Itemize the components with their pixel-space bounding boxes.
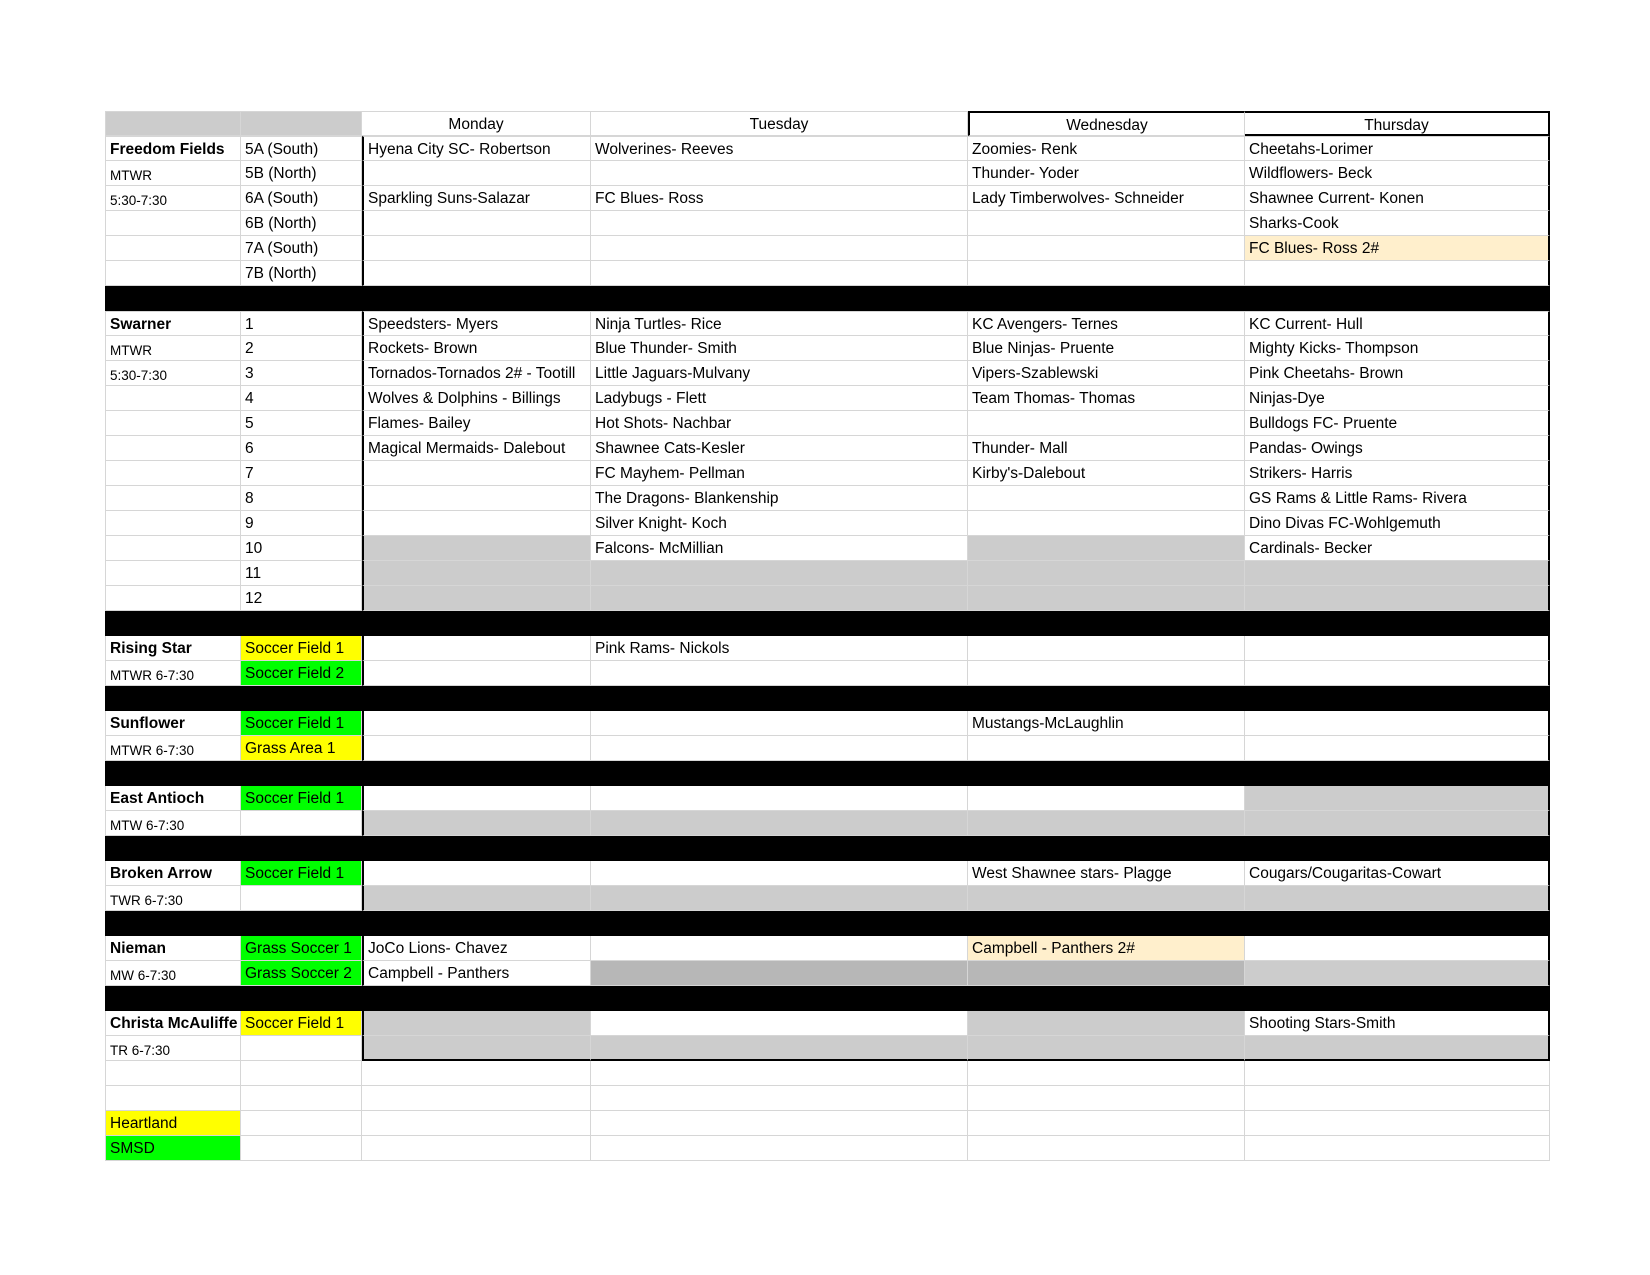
table-row [105,261,1550,286]
field-label[interactable]: 7 [241,461,362,486]
schedule-cell[interactable] [968,261,1245,286]
venue-name[interactable]: Broken Arrow [105,861,241,886]
empty-cell[interactable] [591,1086,968,1111]
schedule-cell[interactable] [362,711,591,736]
schedule-cell[interactable]: Kirby's-Dalebout [968,461,1245,486]
schedule-cell[interactable] [968,736,1245,761]
separator [105,836,1550,861]
schedule-cell[interactable]: Thunder- Mall [968,436,1245,461]
separator [105,911,1550,936]
schedule-cell[interactable] [362,511,591,536]
schedule-cell[interactable] [591,236,968,261]
schedule-cell-closed[interactable] [362,536,591,561]
field-label[interactable]: 3 [241,361,362,386]
schedule-cell[interactable]: Cougars/Cougaritas-Cowart [1245,861,1550,886]
schedule-cell[interactable]: JoCo Lions- Chavez [362,936,591,961]
field-label[interactable]: Grass Soccer 1 [241,936,362,961]
schedule-cell[interactable]: Zoomies- Renk [968,136,1245,161]
schedule-cell[interactable] [362,261,591,286]
schedule-cell-closed[interactable] [1245,1036,1550,1061]
field-label[interactable]: 8 [241,486,362,511]
table-row [105,736,1550,761]
schedule-cell[interactable] [591,161,968,186]
schedule-cell[interactable]: Dino Divas FC-Wohlgemuth [1245,511,1550,536]
field-label[interactable]: 10 [241,536,362,561]
schedule-cell-closed[interactable] [591,886,968,911]
field-label[interactable]: 5A (South) [241,136,362,161]
empty-cell[interactable] [968,1136,1245,1161]
schedule-cell[interactable]: Ladybugs - Flett [591,386,968,411]
venue-name[interactable]: East Antioch [105,786,241,811]
table-row [105,536,1550,561]
table-row [105,436,1550,461]
legend-smsd[interactable]: SMSD [105,1136,241,1161]
separator [105,611,1550,636]
table-row [105,861,1550,886]
schedule-cell[interactable] [591,861,968,886]
field-label[interactable]: 7A (South) [241,236,362,261]
empty-cell[interactable] [105,1086,241,1111]
schedule-cell[interactable]: Campbell - Panthers [362,961,591,986]
schedule-cell[interactable]: Pandas- Owings [1245,436,1550,461]
venue-time[interactable]: MW 6-7:30 [105,961,241,986]
table-row [105,361,1550,386]
venue-name[interactable]: Rising Star [105,636,241,661]
table-row [105,486,1550,511]
table-row [105,586,1550,611]
empty-cell[interactable] [591,1061,968,1086]
schedule-cell[interactable]: Little Jaguars-Mulvany [591,361,968,386]
table-row [105,211,1550,236]
schedule-cell[interactable] [362,636,591,661]
field-label[interactable]: Soccer Field 1 [241,711,362,736]
field-label[interactable]: Soccer Field 1 [241,1011,362,1036]
table-row [105,1086,1550,1111]
schedule-cell-closed[interactable] [362,1036,591,1061]
schedule-cell[interactable]: Pink Rams- Nickols [591,636,968,661]
schedule-cell-closed[interactable] [968,536,1245,561]
schedule-cell[interactable] [968,211,1245,236]
table-row [105,136,1550,161]
schedule-cell[interactable]: Tornados-Tornados 2# - Tootill [362,361,591,386]
schedule-cell[interactable]: Shawnee Current- Konen [1245,186,1550,211]
empty-cell[interactable] [591,1136,968,1161]
schedule-cell[interactable]: Sharks-Cook [1245,211,1550,236]
schedule-cell[interactable]: Pink Cheetahs- Brown [1245,361,1550,386]
empty-cell[interactable] [1245,1086,1550,1111]
separator [105,761,1550,786]
table-row [105,161,1550,186]
schedule-cell[interactable] [362,161,591,186]
schedule-cell[interactable]: Blue Thunder- Smith [591,336,968,361]
schedule-cell[interactable] [968,411,1245,436]
header-row [105,111,1550,136]
empty-cell[interactable] [105,236,241,261]
schedule-cell-closed[interactable] [362,586,591,611]
header-wednesday[interactable]: Wednesday [968,111,1245,136]
empty-cell[interactable] [241,1061,362,1086]
schedule-sheet [105,111,1550,1161]
schedule-cell[interactable] [362,861,591,886]
schedule-cell[interactable] [591,736,968,761]
field-label[interactable]: 6A (South) [241,186,362,211]
empty-cell[interactable] [241,1086,362,1111]
schedule-cell-closed[interactable] [1245,811,1550,836]
venue-time[interactable]: TWR 6-7:30 [105,886,241,911]
schedule-cell-closed[interactable] [968,811,1245,836]
field-label[interactable]: 12 [241,586,362,611]
schedule-cell[interactable]: Strikers- Harris [1245,461,1550,486]
schedule-cell-closed[interactable] [1245,886,1550,911]
schedule-cell-closed[interactable] [968,1036,1245,1061]
schedule-cell[interactable] [362,461,591,486]
schedule-cell-closed[interactable] [591,1036,968,1061]
header-thursday[interactable]: Thursday [1245,111,1550,136]
field-label[interactable]: Soccer Field 1 [241,786,362,811]
empty-cell[interactable] [362,1111,591,1136]
schedule-cell[interactable]: Hot Shots- Nachbar [591,411,968,436]
venue-time[interactable]: MTW 6-7:30 [105,811,241,836]
schedule-cell-closed[interactable] [591,561,968,586]
schedule-cell[interactable] [968,236,1245,261]
schedule-cell[interactable]: FC Blues- Ross [591,186,968,211]
empty-cell[interactable] [105,411,241,436]
table-row [105,961,1550,986]
table-row [105,186,1550,211]
schedule-cell[interactable]: Magical Mermaids- Dalebout [362,436,591,461]
table-row [105,636,1550,661]
venue-days[interactable]: MTWR [105,336,241,361]
field-label[interactable] [241,1036,362,1061]
empty-cell[interactable] [105,436,241,461]
empty-cell[interactable] [105,461,241,486]
separator [105,286,1550,311]
schedule-cell[interactable] [362,211,591,236]
schedule-cell[interactable] [968,661,1245,686]
field-label[interactable]: 7B (North) [241,261,362,286]
schedule-cell[interactable] [1245,736,1550,761]
header-field[interactable] [241,111,362,136]
schedule-cell[interactable]: Sparkling Suns-Salazar [362,186,591,211]
schedule-cell[interactable]: FC Mayhem- Pellman [591,461,968,486]
empty-cell[interactable] [968,1061,1245,1086]
schedule-cell-closed[interactable] [1245,961,1550,986]
schedule-cell[interactable]: Bulldogs FC- Pruente [1245,411,1550,436]
schedule-cell-closed[interactable] [1245,786,1550,811]
empty-cell[interactable] [968,1111,1245,1136]
empty-cell[interactable] [105,1061,241,1086]
schedule-cell-closed[interactable] [362,811,591,836]
table-row [105,1011,1550,1036]
field-label[interactable]: Grass Area 1 [241,736,362,761]
schedule-cell[interactable]: KC Avengers- Ternes [968,311,1245,336]
schedule-cell[interactable] [1245,711,1550,736]
field-label[interactable] [241,886,362,911]
empty-cell[interactable] [362,1086,591,1111]
schedule-cell[interactable] [1245,636,1550,661]
empty-cell[interactable] [105,511,241,536]
separator [105,986,1550,1011]
schedule-cell[interactable] [1245,936,1550,961]
schedule-cell-closed[interactable] [1245,561,1550,586]
table-row [105,1136,1550,1161]
schedule-cell[interactable] [591,711,968,736]
schedule-cell-closed[interactable] [968,561,1245,586]
empty-cell[interactable] [105,261,241,286]
schedule-cell-closed[interactable] [968,586,1245,611]
table-row [105,411,1550,436]
venue-time[interactable]: MTWR 6-7:30 [105,661,241,686]
empty-cell[interactable] [241,1111,362,1136]
schedule-cell[interactable]: Shooting Stars-Smith [1245,1011,1550,1036]
schedule-cell[interactable]: Team Thomas- Thomas [968,386,1245,411]
table-row [105,661,1550,686]
table-row [105,1111,1550,1136]
table-row [105,936,1550,961]
field-label[interactable]: 4 [241,386,362,411]
field-label[interactable]: 6B (North) [241,211,362,236]
table-row [105,561,1550,586]
schedule-cell[interactable]: Flames- Bailey [362,411,591,436]
field-label[interactable]: Soccer Field 1 [241,636,362,661]
venue-time[interactable]: 5:30-7:30 [105,361,241,386]
field-label[interactable]: Soccer Field 1 [241,861,362,886]
empty-cell[interactable] [105,561,241,586]
schedule-cell[interactable] [968,511,1245,536]
field-label[interactable]: 2 [241,336,362,361]
schedule-cell-closed[interactable] [591,961,968,986]
empty-cell[interactable] [1245,1061,1550,1086]
empty-cell[interactable] [105,386,241,411]
empty-cell[interactable] [241,1136,362,1161]
separator [105,686,1550,711]
schedule-cell[interactable] [591,936,968,961]
schedule-cell[interactable]: Speedsters- Myers [362,311,591,336]
schedule-cell[interactable]: Wildflowers- Beck [1245,161,1550,186]
schedule-cell[interactable] [591,1011,968,1036]
table-row [105,886,1550,911]
schedule-cell[interactable] [968,786,1245,811]
venue-days[interactable]: MTWR [105,161,241,186]
empty-cell[interactable] [105,211,241,236]
field-label[interactable]: 9 [241,511,362,536]
schedule-cell[interactable]: Ninja Turtles- Rice [591,311,968,336]
header-monday[interactable]: Monday [362,111,591,136]
empty-cell[interactable] [968,1086,1245,1111]
header-tuesday[interactable]: Tuesday [591,111,968,136]
table-row [105,236,1550,261]
venue-name[interactable]: Swarner [105,311,241,336]
legend-heartland[interactable]: Heartland [105,1111,241,1136]
field-label[interactable]: 11 [241,561,362,586]
schedule-cell[interactable]: Wolverines- Reeves [591,136,968,161]
schedule-cell[interactable]: Lady Timberwolves- Schneider [968,186,1245,211]
schedule-cell[interactable]: Cheetahs-Lorimer [1245,136,1550,161]
schedule-cell[interactable] [362,661,591,686]
empty-cell[interactable] [362,1136,591,1161]
schedule-cell[interactable]: West Shawnee stars- Plagge [968,861,1245,886]
schedule-cell[interactable]: Wolves & Dolphins - Billings [362,386,591,411]
empty-cell[interactable] [1245,1111,1550,1136]
field-label[interactable]: Soccer Field 2 [241,661,362,686]
schedule-cell[interactable] [591,261,968,286]
schedule-cell[interactable]: The Dragons- Blankenship [591,486,968,511]
schedule-cell[interactable]: Vipers-Szablewski [968,361,1245,386]
table-row [105,711,1550,736]
schedule-cell-closed[interactable] [968,961,1245,986]
schedule-cell-closed[interactable] [362,886,591,911]
schedule-cell[interactable] [362,786,591,811]
schedule-cell[interactable] [591,786,968,811]
table-row [105,811,1550,836]
schedule-cell[interactable]: Silver Knight- Koch [591,511,968,536]
empty-cell[interactable] [105,586,241,611]
schedule-cell[interactable] [362,736,591,761]
schedule-cell[interactable]: Blue Ninjas- Pruente [968,336,1245,361]
table-row [105,1061,1550,1086]
empty-cell[interactable] [105,486,241,511]
table-row [105,311,1550,336]
schedule-cell[interactable]: Mighty Kicks- Thompson [1245,336,1550,361]
empty-cell[interactable] [591,1111,968,1136]
schedule-cell[interactable]: Hyena City SC- Robertson [362,136,591,161]
venue-name[interactable]: Christa McAuliffe [105,1011,241,1036]
table-row [105,511,1550,536]
schedule-cell[interactable] [968,636,1245,661]
empty-cell[interactable] [362,1061,591,1086]
empty-cell[interactable] [105,536,241,561]
schedule-cell-makeup[interactable]: Campbell - Panthers 2# [968,936,1245,961]
venue-time[interactable]: TR 6-7:30 [105,1036,241,1061]
freedom-fields-block [105,136,1550,286]
schedule-cell[interactable]: Mustangs-McLaughlin [968,711,1245,736]
schedule-cell[interactable]: GS Rams & Little Rams- Rivera [1245,486,1550,511]
schedule-cell[interactable]: Falcons- McMillian [591,536,968,561]
schedule-cell-makeup[interactable]: FC Blues- Ross 2# [1245,236,1550,261]
schedule-cell-closed[interactable] [968,1011,1245,1036]
schedule-cell-closed[interactable] [1245,586,1550,611]
field-label[interactable]: Grass Soccer 2 [241,961,362,986]
schedule-cell[interactable] [591,211,968,236]
schedule-cell-closed[interactable] [362,561,591,586]
schedule-cell[interactable] [968,486,1245,511]
venue-time[interactable]: 5:30-7:30 [105,186,241,211]
schedule-cell-closed[interactable] [591,811,968,836]
schedule-cell-closed[interactable] [591,586,968,611]
swarner-block [105,311,1550,611]
schedule-cell[interactable]: Shawnee Cats-Kesler [591,436,968,461]
table-row [105,386,1550,411]
schedule-cell[interactable] [1245,261,1550,286]
schedule-cell[interactable] [362,236,591,261]
header-corner[interactable] [105,111,241,136]
schedule-cell[interactable] [1245,661,1550,686]
schedule-cell-closed[interactable] [968,886,1245,911]
venue-name[interactable]: Freedom Fields [105,136,241,161]
venue-time[interactable]: MTWR 6-7:30 [105,736,241,761]
schedule-cell[interactable] [591,661,968,686]
field-label[interactable] [241,811,362,836]
table-row [105,786,1550,811]
schedule-cell[interactable]: KC Current- Hull [1245,311,1550,336]
schedule-cell-closed[interactable] [362,1011,591,1036]
field-label[interactable]: 6 [241,436,362,461]
field-label[interactable]: 5 [241,411,362,436]
empty-cell[interactable] [1245,1136,1550,1161]
table-row [105,336,1550,361]
schedule-cell[interactable]: Ninjas-Dye [1245,386,1550,411]
schedule-cell[interactable]: Cardinals- Becker [1245,536,1550,561]
venue-name[interactable]: Sunflower [105,711,241,736]
table-row [105,1036,1550,1061]
table-row [105,461,1550,486]
field-label[interactable]: 5B (North) [241,161,362,186]
field-label[interactable]: 1 [241,311,362,336]
schedule-cell[interactable]: Rockets- Brown [362,336,591,361]
schedule-cell[interactable] [362,486,591,511]
schedule-cell[interactable]: Thunder- Yoder [968,161,1245,186]
venue-name[interactable]: Nieman [105,936,241,961]
